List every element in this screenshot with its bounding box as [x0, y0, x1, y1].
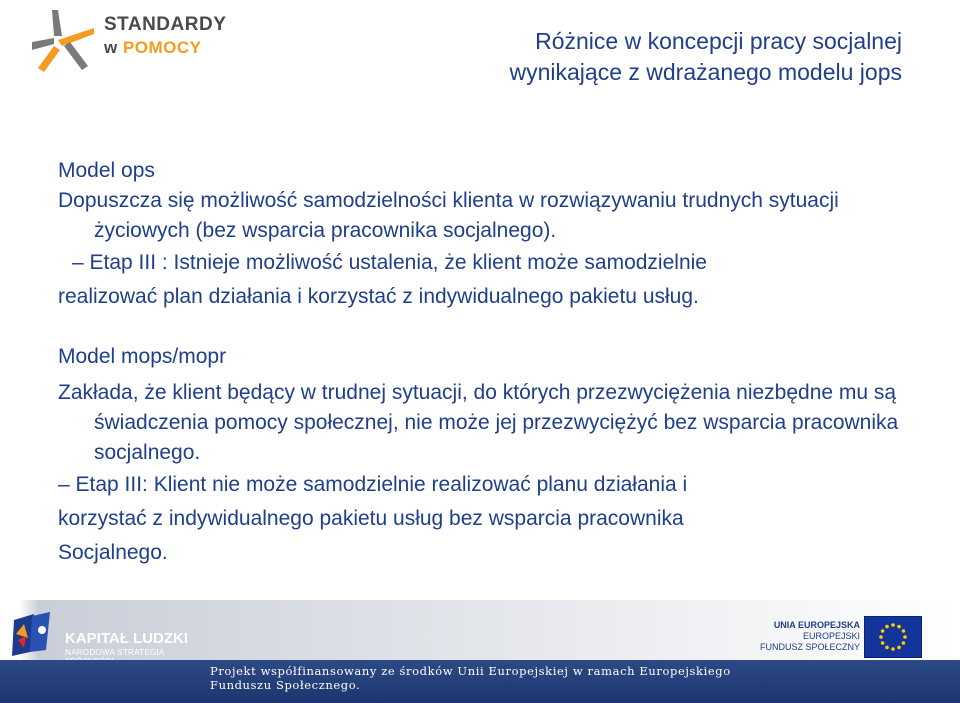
ops-dash-line-1: – Etap III : Istnieje możliwość ustalenia, że klient może samodzielnie	[72, 251, 707, 274]
mops-dash-line-2: korzystać z indywidualnego pakietu usług bez wsparcia pracownika	[58, 507, 684, 530]
mops-dash-line-3: Socjalnego.	[58, 541, 168, 564]
kapital-ludzki-title: KAPITAŁ LUDZKI	[65, 630, 189, 647]
footer-project-note: Projekt współfinansowany ze środków Unii Europejskiej w ramach Europejskiego Funduszu Społecznego.	[210, 664, 731, 692]
ops-heading: Model ops	[58, 159, 155, 182]
ops-dash-line-2: realizować plan działania i korzystać z indywidualnego pakietu usług.	[58, 285, 699, 308]
kapital-ludzki-icon	[10, 610, 62, 658]
title-line-2: wynikające z wdrażanego modelu jops	[509, 59, 902, 85]
eu-flag-icon	[864, 616, 922, 658]
eu-label-line-1: UNIA EUROPEJSKA	[773, 620, 860, 630]
logo-mark-icon	[24, 2, 104, 74]
slide-title	[382, 26, 902, 88]
mops-paragraph: Zakłada, że klient będący w trudnej sytuacji, do których przezwyciężenia niezbędne mu są świadczenia pomocy społecznej, nie może jej przezwyciężyć bez wsparcia pracownika socjalnego.	[58, 381, 899, 464]
eu-label-line-3: FUNDUSZ SPOŁECZNY	[759, 642, 860, 652]
ops-paragraph: Dopuszcza się możliwość samodzielności klienta w rozwiązywaniu trudnych sytuacji życiowych (bez wsparcia pracownika socjalnego).	[58, 189, 839, 242]
section-gap	[58, 314, 918, 340]
mops-dash-line-1: – Etap III: Klient nie może samodzielnie realizować planu działania i	[58, 473, 688, 496]
mops-heading: Model mops/mopr	[58, 345, 227, 368]
logo-text-pomocy: w POMOCY	[104, 38, 202, 57]
eu-label	[760, 620, 860, 653]
kapital-ludzki-subtitle: NARODOWA STRATEGIA	[65, 648, 165, 657]
title-line-1: Różnice w koncepcji pracy socjalnej	[535, 28, 902, 54]
standardy-logo	[24, 2, 227, 74]
slide-content	[58, 156, 918, 570]
eu-logo	[710, 612, 930, 658]
eu-label-line-2: EUROPEJSKI	[802, 631, 860, 641]
kapital-ludzki-logo	[10, 610, 210, 658]
logo-text-standardy: STANDARDY	[104, 14, 227, 35]
